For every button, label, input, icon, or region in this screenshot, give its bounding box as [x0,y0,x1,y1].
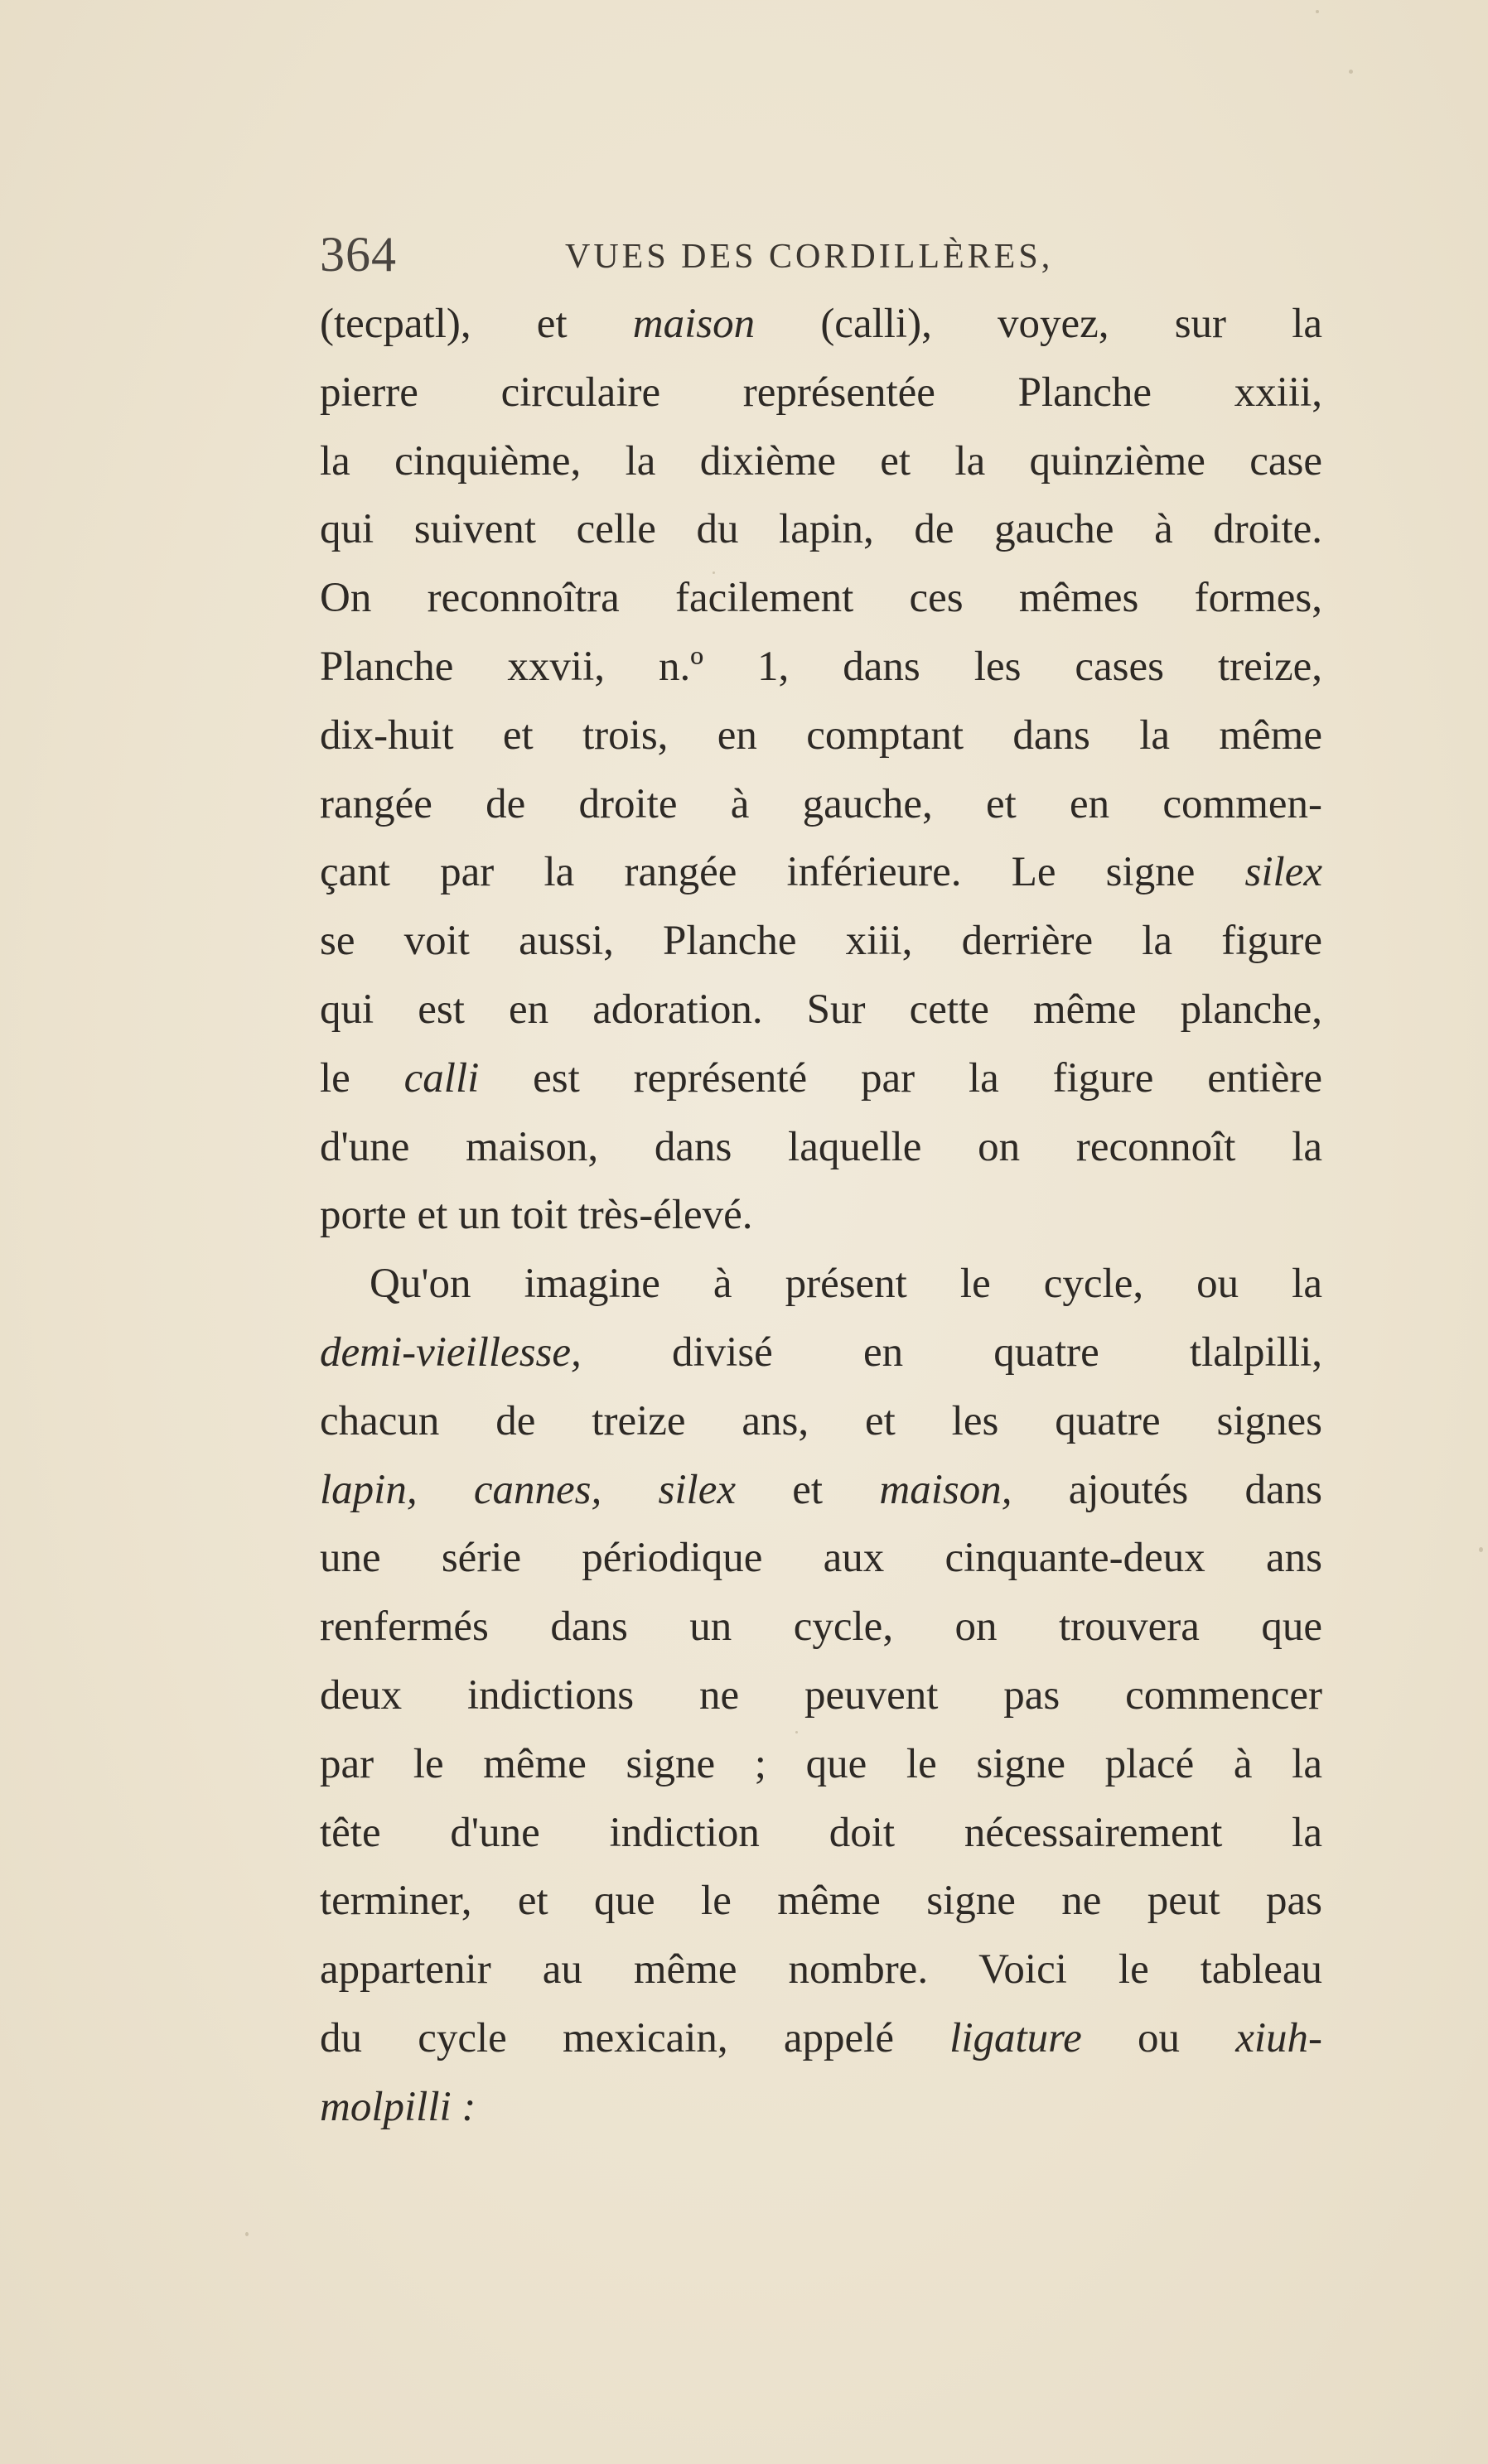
page-header [320,225,1322,283]
text-line [320,359,1322,427]
text-run: tête d'une indiction doit nécessairement la [320,1809,1322,1856]
text-line [320,976,1322,1044]
text-run: (calli), voyez, sur la [755,301,1322,347]
italic-text: molpilli : [320,2083,476,2130]
text-run: appartenir au même nombre. Voici le tableau [320,1946,1322,1994]
text-run: dix-huit et trois, en comptant dans la même [320,711,1322,759]
text-run: terminer, et que le même signe ne peut pas [320,1878,1322,1925]
text-line [320,770,1322,839]
text-line [320,2004,1322,2073]
text-run: d'une maison, dans laquelle on reconnoît la [320,1123,1322,1170]
text-run: se voit aussi, Planche xiii, derrière la figure [320,918,1322,965]
body-text [320,290,1322,2142]
text-line [320,1456,1322,1525]
text-run: une série périodique aux cinquante-deux ans [320,1535,1322,1582]
text-line [320,1799,1322,1868]
italic-text: lapin, cannes, silex [320,1466,736,1513]
text-run: ou [1081,2014,1236,2061]
text-run: Planche xxvii, n.º 1, dans les cases treize, [320,643,1322,690]
text-run: ajoutés dans [1012,1466,1322,1513]
text-line [320,1593,1322,1661]
text-run: le [320,1054,404,1102]
text-run: On reconnoîtra facilement ces mêmes formes, [320,575,1322,622]
text-run: rangée de droite à gauche, et en commen- [320,780,1322,827]
text-line [320,1319,1322,1387]
italic-text: silex [1244,849,1322,896]
text-run: chacun de treize ans, et les quatre signes [320,1397,1322,1444]
text-line [320,1661,1322,1730]
text-run: et [736,1466,880,1513]
text-line [320,290,1322,359]
text-line [320,1867,1322,1936]
text-run: du cycle mexicain, appelé [320,2014,950,2061]
text-run: porte et un toit très-élevé. [320,1192,753,1239]
text-run: est représenté par la figure entière [479,1054,1322,1102]
italic-text: maison [632,301,756,347]
text-line [320,702,1322,770]
text-line [320,907,1322,976]
text-line [320,2073,1322,2142]
text-line [320,1250,1322,1319]
text-run: Qu'on imagine à présent le cycle, ou la [370,1261,1322,1308]
page-number: 364 [320,227,397,282]
text-run: çant par la rangée inférieure. Le signe [320,849,1245,896]
text-line [320,1044,1322,1113]
text-line [320,1387,1322,1456]
text-run: la cinquième, la dixième et la quinzième case [320,437,1322,485]
text-line [320,495,1322,564]
text-run: deux indictions ne peuvent pas commencer [320,1671,1322,1719]
text-line [320,564,1322,633]
text-line [320,1936,1322,2004]
text-line [320,1181,1322,1250]
text-run: qui suivent celle du lapin, de gauche à droite. [320,506,1322,553]
text-run: qui est en adoration. Sur cette même planche, [320,986,1322,1033]
italic-text: calli [403,1054,480,1102]
text-line [320,1730,1322,1799]
running-head: VUES DES CORDILLÈRES, [565,238,1054,276]
text-run: divisé en quatre tlalpilli, [581,1328,1322,1376]
italic-text: maison, [879,1466,1012,1513]
text-line [320,633,1322,702]
text-run: renfermés dans un cycle, on trouvera que [320,1603,1322,1651]
text-line [320,1113,1322,1182]
text-line [320,1524,1322,1593]
text-run: par le même signe ; que le signe placé à la [320,1740,1322,1787]
italic-text: xiuh- [1235,2014,1322,2061]
italic-text: demi-vieillesse, [320,1328,582,1376]
text-run: (tecpatl), et [320,301,633,347]
text-run: pierre circulaire représentée Planche xxiii, [320,369,1322,416]
italic-text: ligature [949,2014,1082,2061]
text-line [320,838,1322,907]
text-line [320,427,1322,496]
